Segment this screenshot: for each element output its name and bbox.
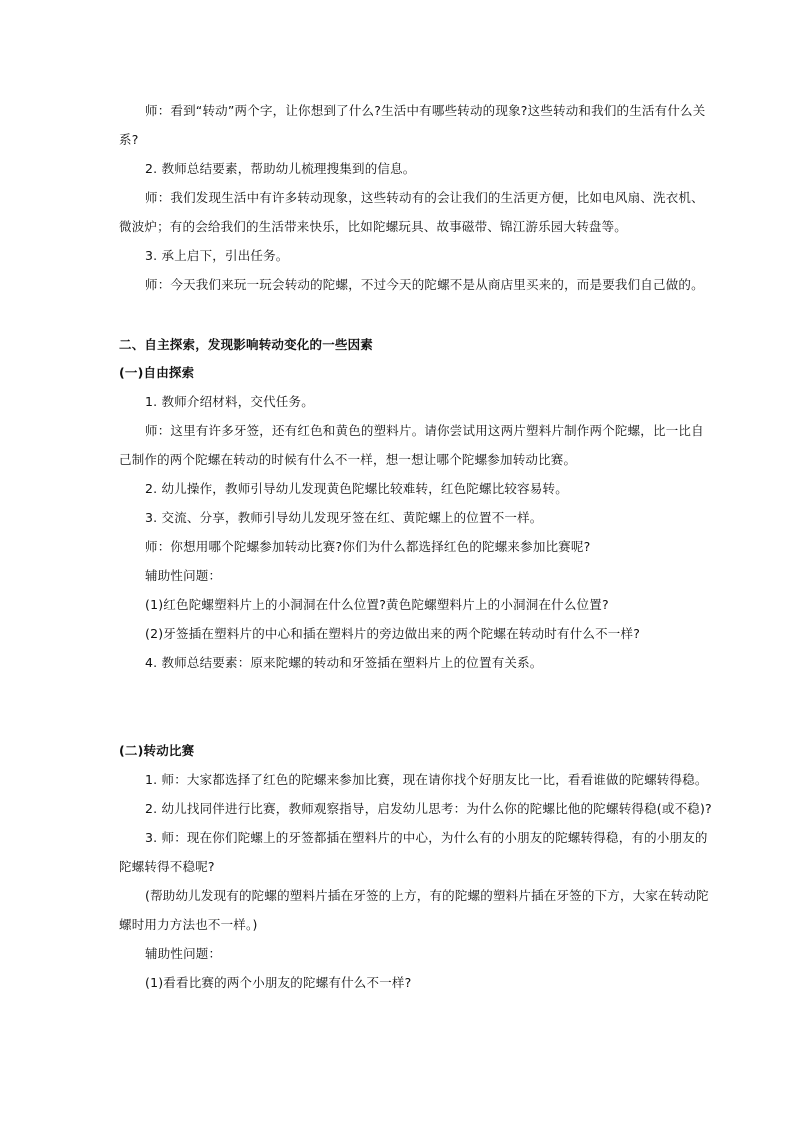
list-item: 3. 师：现在你们陀螺上的牙签都插在塑料片的中心，为什么有的小朋友的陀螺转得稳，有的小朋友的	[145, 830, 708, 845]
paragraph-line: 螺时用力方法也不一样。)	[119, 917, 258, 932]
paragraph-line: 系?	[119, 132, 139, 147]
list-item: (1)红色陀螺塑料片上的小洞洞在什么位置?黄色陀螺塑料片上的小洞洞在什么位置?	[145, 597, 609, 612]
list-item: (1)看看比赛的两个小朋友的陀螺有什么不一样?	[145, 975, 412, 990]
paragraph-line: (帮助幼儿发现有的陀螺的塑料片插在牙签的上方，有的陀螺的塑料片插在牙签的下方，大家在转动陀	[145, 888, 709, 903]
paragraph-line: 辅助性问题：	[145, 568, 222, 583]
list-item: 2. 幼儿找同伴进行比赛，教师观察指导，启发幼儿思考：为什么你的陀螺比他的陀螺转得稳(或不稳)?	[145, 801, 712, 816]
paragraph-line: 师：看到“转动”两个字，让你想到了什么?生活中有哪些转动的现象?这些转动和我们的生活有什么关	[145, 103, 706, 118]
paragraph-line: 陀螺转得不稳呢?	[119, 859, 215, 874]
paragraph-line: 师：这里有许多牙签，还有红色和黄色的塑料片。请你尝试用这两片塑料片制作两个陀螺，比一比自	[145, 423, 704, 438]
subsection-heading: (二)转动比赛	[119, 743, 195, 758]
list-item: 1. 教师介绍材料，交代任务。	[145, 394, 314, 409]
paragraph-line: 师：今天我们来玩一玩会转动的陀螺，不过今天的陀螺不是从商店里买来的，而是要我们自己做的。	[145, 277, 704, 292]
section-heading: 二、自主探索，发现影响转动变化的一些因素	[119, 337, 374, 352]
list-item: 2. 教师总结要素，帮助幼儿梳理搜集到的信息。	[145, 161, 416, 176]
list-item: 1. 师：大家都选择了红色的陀螺来参加比赛，现在请你找个好朋友比一比，看看谁做的陀螺转得稳。	[145, 772, 708, 787]
paragraph-line: 辅助性问题：	[145, 946, 222, 961]
list-item: 2. 幼儿操作，教师引导幼儿发现黄色陀螺比较难转，红色陀螺比较容易转。	[145, 481, 568, 496]
subsection-heading: (一)自由探索	[119, 365, 195, 380]
paragraph-line: 师：你想用哪个陀螺参加转动比赛?你们为什么都选择红色的陀螺来参加比赛呢?	[145, 539, 591, 554]
list-item: (2)牙签插在塑料片的中心和插在塑料片的旁边做出来的两个陀螺在转动时有什么不一样?	[145, 626, 641, 641]
list-item: 3. 交流、分享，教师引导幼儿发现牙签在红、黄陀螺上的位置不一样。	[145, 510, 543, 525]
paragraph-line: 师：我们发现生活中有许多转动现象，这些转动有的会让我们的生活更方便，比如电风扇、洗衣机、	[145, 190, 704, 205]
paragraph-line: 己制作的两个陀螺在转动的时候有什么不一样，想一想让哪个陀螺参加转动比赛。	[119, 452, 577, 467]
paragraph-line: 微波炉；有的会给我们的生活带来快乐，比如陀螺玩具、故事磁带、锦江游乐园大转盘等。	[119, 219, 628, 234]
list-item: 4. 教师总结要素：原来陀螺的转动和牙签插在塑料片上的位置有关系。	[145, 655, 543, 670]
list-item: 3. 承上启下，引出任务。	[145, 248, 289, 263]
